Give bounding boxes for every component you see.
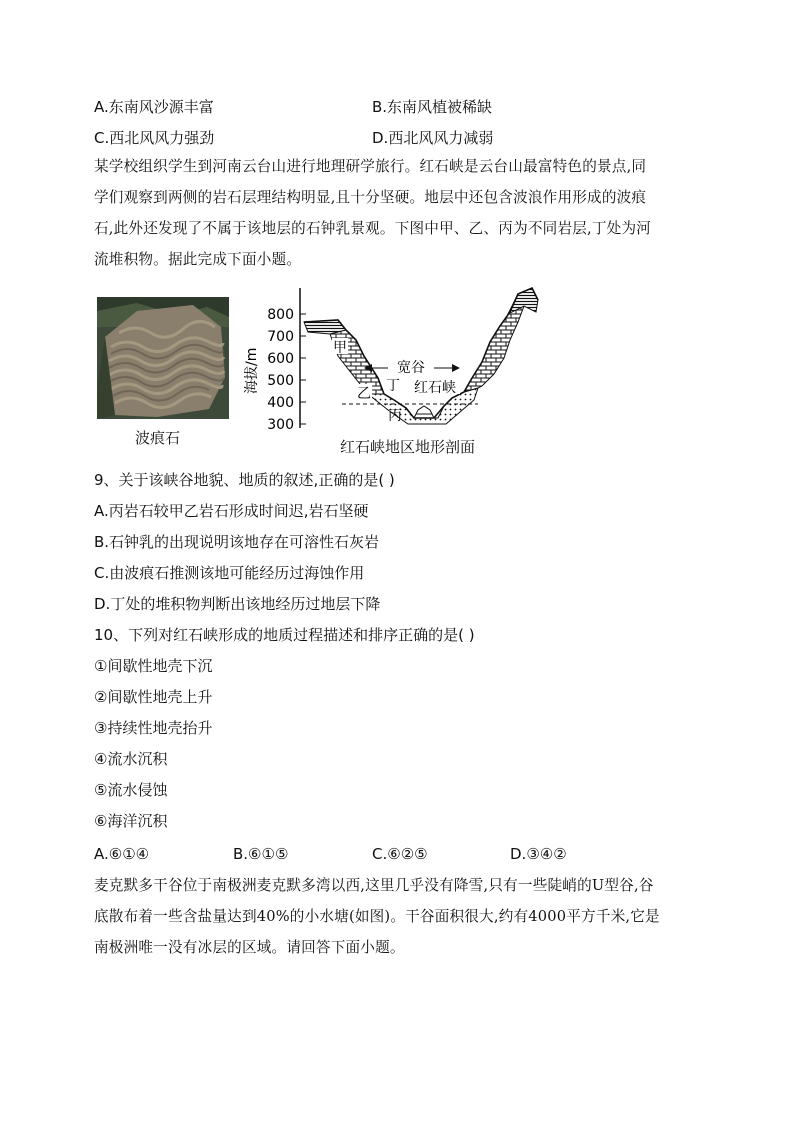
ripple-stone-photo [97, 297, 229, 419]
passage-mcmurdo [94, 870, 706, 963]
passage-hongshixia [94, 151, 706, 275]
passage-line: 底散布着一些含盐量达到40%的小水塘(如图)。干谷面积很大,约有4000平方千米,它是 [94, 908, 660, 925]
passage-line: 某学校组织学生到河南云台山进行地理研学旅行。红石峡是云台山最富特色的景点,同 [94, 158, 647, 175]
passage-line: 南极洲唯一没有冰层的区域。请回答下面小题。 [94, 939, 405, 956]
y-tick-label: 300 [267, 417, 294, 432]
prev-option-a: A.东南风沙源丰富 [94, 98, 214, 116]
question-10-option-a: A.⑥①④ [94, 845, 150, 863]
question-10-option-b: B.⑥①⑤ [233, 845, 289, 863]
prev-option-b: B.东南风植被稀缺 [372, 98, 493, 116]
passage-line: 学们观察到两侧的岩石层理结构明显,且十分坚硬。地层中还包含波浪作用形成的波痕 [94, 189, 647, 206]
question-10-item: ⑤流水侵蚀 [94, 781, 168, 799]
question-9-option-d: D.丁处的堆积物判断出该地经历过地层下降 [94, 595, 381, 613]
river-deposit-ding [414, 406, 434, 418]
question-9-option-a: A.丙岩石较甲乙岩石形成时间迟,岩石坚硬 [94, 502, 369, 520]
question-10-stem: 10、下列对红石峡形成的地质过程描述和排序正确的是( ) [94, 626, 475, 644]
passage-line: 石,此外还发现了不属于该地层的石钟乳景观。下图中甲、乙、丙为不同岩层,丁处为河 [94, 220, 652, 237]
photo-caption: 波痕石 [135, 429, 181, 447]
question-9-stem: 9、关于该峡谷地貌、地质的叙述,正确的是( ) [94, 471, 395, 489]
label-yi: 乙 [357, 386, 371, 402]
y-axis-label: 海拔/m [244, 347, 260, 394]
question-10-option-c: C.⑥②⑤ [372, 845, 428, 863]
question-10-item: ④流水沉积 [94, 750, 168, 768]
y-tick-label: 400 [267, 395, 294, 411]
profile-caption: 红石峡地区地形剖面 [340, 438, 476, 456]
question-9-option-c: C.由波痕石推测该地可能经历过海蚀作用 [94, 564, 365, 582]
rock-layer-yi-right [464, 306, 524, 392]
y-tick-label: 500 [267, 373, 294, 389]
question-10-item: ①间歇性地壳下沉 [94, 657, 213, 675]
prev-option-d: D.西北风风力减弱 [372, 129, 494, 147]
question-10-option-d: D.③④② [510, 845, 567, 863]
prev-option-c: C.西北风风力强劲 [94, 129, 215, 147]
y-tick-label: 600 [267, 351, 294, 367]
question-10-item: ②间歇性地壳上升 [94, 688, 213, 706]
y-tick-label: 800 [267, 307, 294, 323]
passage-line: 流堆积物。据此完成下面小题。 [94, 251, 302, 268]
question-10-item: ③持续性地壳抬升 [94, 719, 213, 737]
y-tick-label: 700 [267, 329, 294, 345]
label-jia: 甲 [333, 340, 347, 356]
passage-line: 麦克默多干谷位于南极洲麦克默多湾以西,这里几乎没有降雪,只有一些陡峭的U型谷,谷 [94, 877, 654, 894]
terrain-profile-diagram [238, 282, 548, 432]
question-10-item: ⑥海洋沉积 [94, 812, 168, 830]
label-bing: 丙 [388, 408, 402, 424]
question-9-option-b: B.石钟乳的出现说明该地存在可溶性石灰岩 [94, 533, 380, 551]
label-wide-valley: 宽谷 [397, 360, 425, 376]
label-gorge: 红石峡 [414, 380, 456, 396]
label-ding: 丁 [386, 378, 400, 394]
